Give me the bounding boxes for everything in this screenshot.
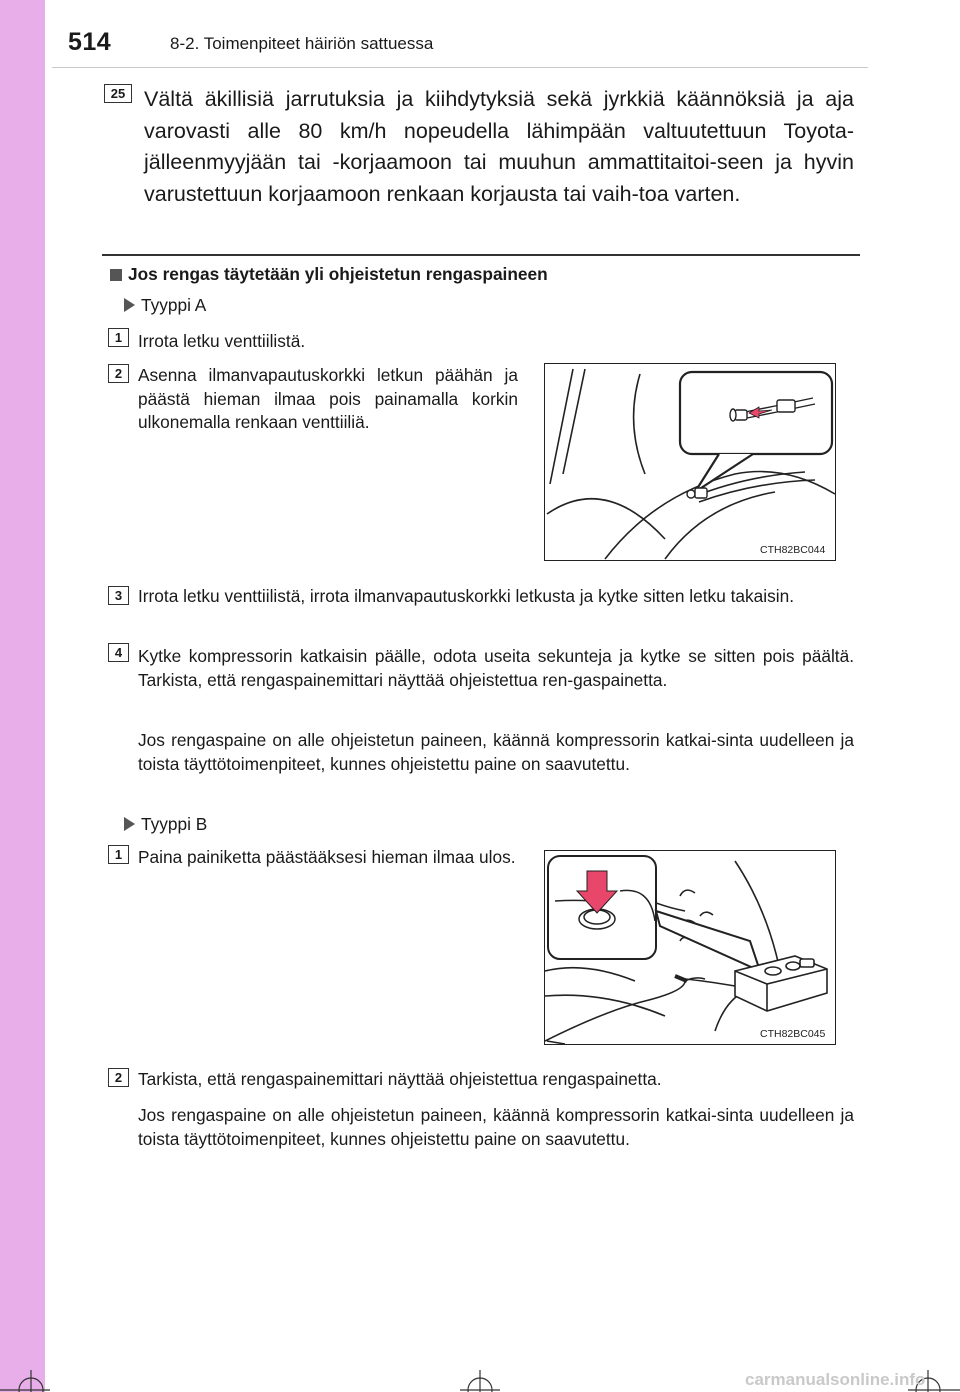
step-text: Irrota letku venttiilistä. [138, 331, 306, 351]
compressor-illustration [544, 850, 836, 1045]
step-text: Irrota letku venttiilistä, irrota ilmanvapautuskorkki letkusta ja kytke sitten letku takaisin. [138, 586, 795, 606]
step-number-4: 4 [108, 643, 129, 662]
figure-code: CTH82BC045 [760, 1028, 826, 1040]
section-heading: Jos rengas täytetään yli ohjeistetun rengaspaineen [110, 264, 548, 285]
step-number-2: 2 [108, 1068, 129, 1087]
triangle-bullet-icon [124, 817, 135, 831]
note-paragraph: Jos rengaspaine on alle ohjeistetun paineen, käännä kompressorin katkai-sinta uudelleen ja toista täyttötoimenpiteet, kunnes ohjeistettu paine on saavutettu. [138, 1105, 854, 1149]
header-divider [52, 67, 868, 68]
step-text: Paina painiketta päästääksesi hieman ilmaa ulos. [138, 847, 516, 867]
step-number-1: 1 [108, 845, 129, 864]
tire-valve-drawing [545, 364, 835, 560]
step-number-3: 3 [108, 586, 129, 605]
type-a-label: Tyyppi A [124, 295, 206, 316]
watermark: carmanualsonline.info [745, 1370, 926, 1389]
valve-cap-illustration [544, 363, 836, 561]
step-text: Asenna ilmanvapautuskorkki letkun päähän ja päästä hieman ilmaa pois painamalla korkin ulkonemalla renkaan venttiiliä. [138, 365, 518, 432]
step-number-25: 25 [104, 84, 132, 103]
section-title: 8-2. Toimenpiteet häiriön sattuessa [170, 34, 434, 53]
chapter-sidebar [0, 0, 45, 1392]
square-bullet-icon [110, 269, 122, 281]
intro-paragraph: Vältä äkillisiä jarrutuksia ja kiihdytyksiä sekä jyrkkiä käännöksiä ja aja varovasti alle 80 km/h nopeudella lähimpään valtuutettuun Toyota-jälleenmyyjään tai -korjaamoon tai muuhun ammattitaitoi-seen ja hyvin varustettuun korjaamoon renkaan korjausta tai vaih-toa varten. [144, 87, 854, 206]
type-b-label: Tyyppi B [124, 814, 207, 835]
page-number: 514 [68, 28, 112, 56]
step-number-1: 1 [108, 328, 129, 347]
step-text: Tarkista, että rengaspainemittari näyttää ohjeistettua rengaspainetta. [138, 1069, 662, 1089]
triangle-bullet-icon [124, 298, 135, 312]
section-divider [102, 254, 860, 256]
note-paragraph: Jos rengaspaine on alle ohjeistetun paineen, käännä kompressorin katkai-sinta uudelleen ja toista täyttötoimenpiteet, kunnes ohjeistettu paine on saavutettu. [138, 730, 854, 774]
figure-code: CTH82BC044 [760, 544, 826, 556]
compressor-drawing [545, 851, 835, 1044]
step-number-2: 2 [108, 364, 129, 383]
step-text: Kytke kompressorin katkaisin päälle, odota useita sekunteja ja kytke se sitten pois päältä. Tarkista, että rengaspainemittari näyttää ohjeistettua ren-gaspainetta. [138, 646, 854, 690]
